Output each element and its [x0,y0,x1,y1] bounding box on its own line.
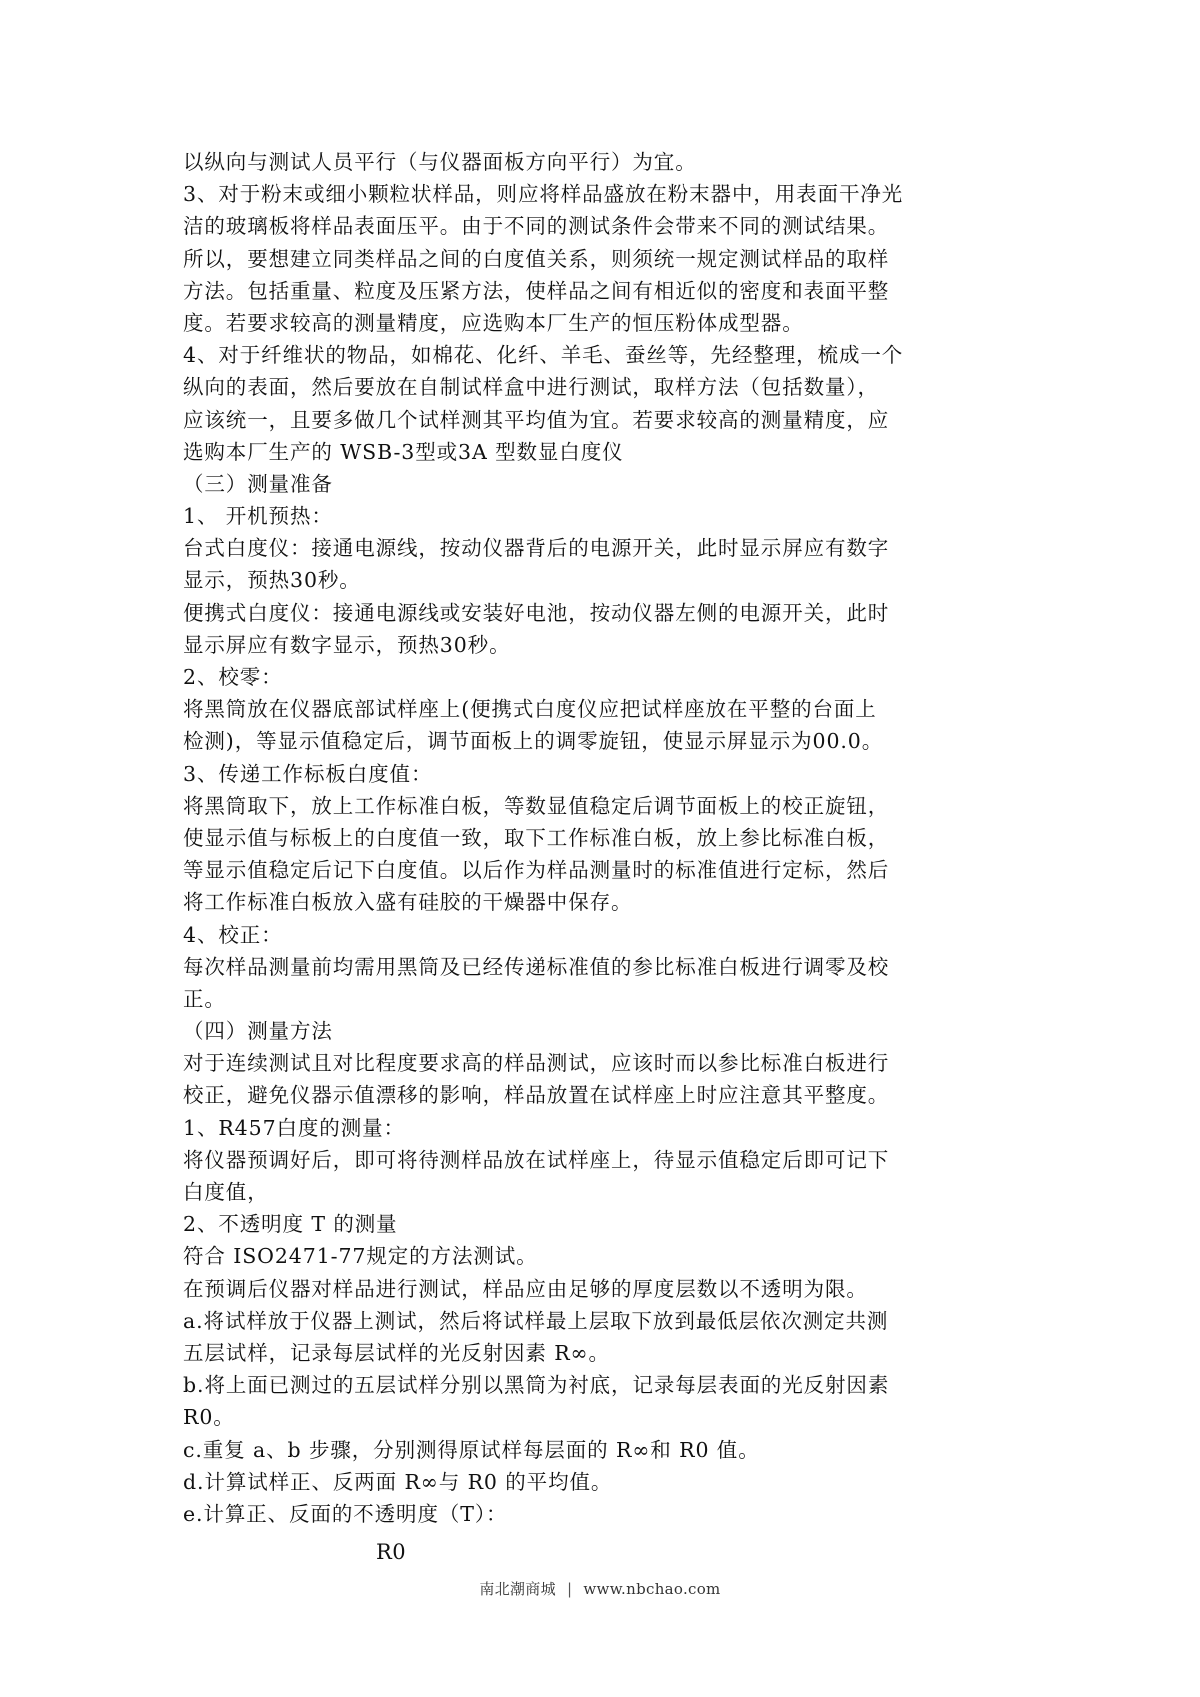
step-heading: 1、R457白度的测量： [183,1115,405,1140]
text-line: 方法。包括重量、粒度及压紧方法，使样品之间有相近似的密度和表面平整 [183,278,890,303]
footer-separator: | [566,1580,573,1598]
step-heading: 2、校零： [183,665,283,689]
text-line: 将工作标准白板放入盛有硅胶的干燥器中保存。 [183,890,633,915]
text-line: 校正，避免仪器示值漂移的影响，样品放置在试样座上时应注意其平整度。 [183,1083,890,1108]
page-footer [0,1578,1200,1599]
text-line: 度。若要求较高的测量精度，应选购本厂生产的恒压粉体成型器。 [183,310,804,335]
text-line: R0。 [183,1405,235,1430]
text-line: 检测)，等显示值稳定后，调节面板上的调零旋钮，使显示屏显示为00.0。 [183,729,884,754]
section-heading: （三）测量准备 [183,471,333,496]
text-line: 白度值， [183,1180,269,1204]
text-line: 每次样品测量前均需用黑筒及已经传递标准值的参比标准白板进行调零及校 [183,954,890,979]
text-line: 对于连续测试且对比程度要求高的样品测试，应该时而以参比标准白板进行 [183,1051,890,1076]
text-line: 等显示值稳定后记下白度值。以后作为样品测量时的标准值进行定标，然后 [183,858,890,883]
text-line: 使显示值与标板上的白度值一致，取下工作标准白板，放上参比标准白板， [183,825,890,850]
text-line: 洁的玻璃板将样品表面压平。由于不同的测试条件会带来不同的测试结果。 [183,214,890,239]
text-line: 显示屏应有数字显示，预热30秒。 [183,632,511,657]
text-line: 将仪器预调好后，即可将待测样品放在试样座上，待显示值稳定后即可记下 [183,1147,890,1172]
step-heading: 4、校正： [183,922,283,947]
text-line: 便携式白度仪：接通电源线或安装好电池，按动仪器左侧的电源开关，此时 [183,600,890,625]
opacity-formula-numerator: R0 [376,1540,407,1564]
text-line: 应该统一，且要多做几个试样测其平均值为宜。若要求较高的测量精度，应 [183,407,890,432]
list-item: a.将试样放于仪器上测试，然后将试样最上层取下放到最低层依次测定共测 [183,1308,889,1333]
text-line: 台式白度仪：接通电源线，按动仪器背后的电源开关，此时显示屏应有数字 [183,536,890,561]
text-line: 将黑筒放在仪器底部试样座上(便携式白度仪应把试样座放在平整的台面上 [183,697,877,722]
text-line: 将黑筒取下，放上工作标准白板，等数显值稳定后调节面板上的校正旋钮， [183,793,890,818]
list-item: e.计算正、反面的不透明度（T）： [183,1501,508,1526]
section-heading: （四）测量方法 [183,1019,333,1044]
text-line: 纵向的表面，然后要放在自制试样盒中进行测试，取样方法（包括数量）， [183,375,879,400]
footer-url: www.nbchao.com [583,1580,721,1598]
text-line: 4、对于纤维状的物品，如棉花、化纤、羊毛、蚕丝等，先经整理，梳成一个 [183,343,904,368]
text-line: 符合 ISO2471-77规定的方法测试。 [183,1244,538,1269]
step-heading: 1、 开机预热： [183,504,333,529]
list-item: c.重复 a、b 步骤，分别测得原试样每层面的 R∞和 R0 值。 [183,1437,760,1462]
text-line: 显示，预热30秒。 [183,568,361,593]
text-line: 五层试样，记录每层试样的光反射因素 R∞。 [183,1340,610,1365]
text-line: 以纵向与测试人员平行（与仪器面板方向平行）为宜。 [183,150,697,174]
document-body [183,146,953,1530]
text-line: 3、对于粉末或细小颗粒状样品，则应将样品盛放在粉末器中，用表面干净光 [183,182,904,207]
text-line: 在预调后仪器对样品进行测试，样品应由足够的厚度层数以不透明为限。 [183,1276,868,1301]
text-line: 正。 [183,986,226,1011]
step-heading: 3、传递工作标板白度值： [183,761,433,786]
text-line: 所以，要想建立同类样品之间的白度值关系，则须统一规定测试样品的取样 [183,246,890,271]
list-item: d.计算试样正、反两面 R∞与 R0 的平均值。 [183,1469,613,1494]
footer-site-name: 南北潮商城 [479,1580,556,1598]
list-item: b.将上面已测过的五层试样分别以黑筒为衬底，记录每层表面的光反射因素 [183,1373,890,1398]
step-heading: 2、不透明度 T 的测量 [183,1212,398,1237]
text-line: 选购本厂生产的 WSB-3型或3A 型数显白度仪 [183,439,624,464]
